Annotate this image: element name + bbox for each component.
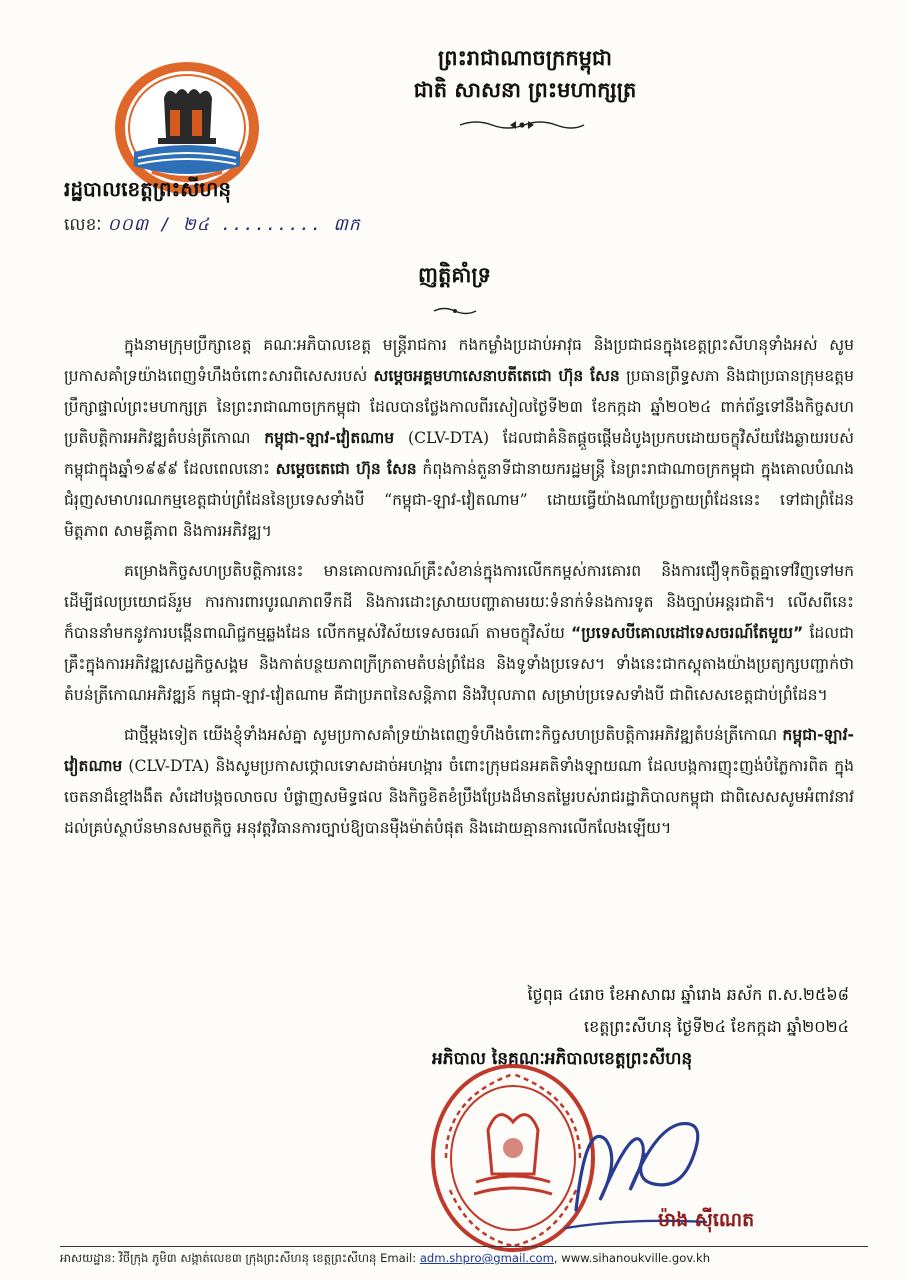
signatory-name: ម៉ាង ស៊ីណេត bbox=[658, 1209, 755, 1231]
document-body bbox=[64, 330, 854, 853]
paragraph-2: គម្រោងកិច្ចសហប្រតិបត្តិការនេះ មានគោលការណ៍គ្រឹះសំខាន់ក្នុងការលើកកម្ពស់ការគោរព និងការជឿទុកចិត្តគ្នាទៅវិញទៅមក ដើម្បីផលប្រយោជន៍រួម ការការពារបូរណភាពទឹកដី និងការដោះស្រាយបញ្ហាតាមរយៈទំនាក់ទំនងការទូត និងច្បាប់អន្តរជាតិ។ លើសពីនេះក៏បាននាំមកនូវការបង្កើនពាណិជ្ជកម្មឆ្លងដែន លើកកម្ពស់វិស័យទេសចរណ៍ តាមចក្ខុវិស័យ “ប្រទេសបីគោលដៅទេសចរណ៍តែមួយ” ដែលជាគ្រឹះក្នុងការអភិវឌ្ឍសេដ្ឋកិច្ចសង្គម និងកាត់បន្ថយភាពក្រីក្រតាមតំបន់ព្រំដែន និងទូទាំងប្រទេស។ ទាំងនេះជាកស្តុតាងយ៉ាងប្រត្យក្សបញ្ជាក់ថា តំបន់ត្រីកោណអភិវឌ្ឍន៍ កម្ពុជា-ឡាវ-វៀតណាម គឺជាប្រភពនៃសន្តិភាព និងវិបុលភាព សម្រាប់ប្រទេសទាំងបី ជាពិសេសខេត្តជាប់ព្រំដែន។ bbox=[64, 562, 854, 704]
lunar-date: ថ្ងៃពុធ ៤រោច ខែអាសាឍ ឆ្នាំរោង ឆស័ក ព.ស.២៥៦៨ bbox=[527, 985, 849, 1004]
paragraph-1: ក្នុងនាមក្រុមប្រឹក្សាខេត្ត គណៈអភិបាលខេត្ត មន្ត្រីរាជការ កងកម្លាំងប្រដាប់អាវុធ និងប្រជាជនក្នុងខេត្តព្រះសីហនុទាំងអស់ សូមប្រកាសគាំទ្រយ៉ាងពេញទំហឹងចំពោះសារពិសេសរបស់ សម្ដេចអគ្គមហាសេនាបតីតេជោ ហ៊ុន សែន ប្រធានព្រឹទ្ធសភា និងជាប្រធានក្រុមឧត្តមប្រឹក្សាផ្ទាល់ព្រះមហាក្សត្រ នៃព្រះរាជាណាចក្រកម្ពុជា ដែលបានថ្លែងកាលពីរសៀលថ្ងៃទី២៣ ខែកក្កដា ឆ្នាំ២០២៤ ពាក់ព័ន្ធទៅនឹងកិច្ចសហប្រតិបត្តិការអភិវឌ្ឍតំបន់ត្រីកោណ កម្ពុជា-ឡាវ-វៀតណាម (CLV-DTA) ដែលជាគំនិតផ្តួចផ្តើមដំបូងប្រកបដោយចក្ខុវិស័យវែងឆ្ងាយរបស់កម្ពុជាក្នុងឆ្នាំ១៩៩៩ ដែលពេលនោះ សម្ដេចតេជោ ហ៊ុន សែន កំពុងកាន់តួនាទីជានាយករដ្ឋមន្ត្រី នៃព្រះរាជាណាចក្រកម្ពុជា ក្នុងគោលបំណងជំរុញសមាហរណកម្មខេត្តជាប់ព្រំដែននៃប្រទេសទាំងបី “កម្ពុជា-ឡាវ-វៀតណាម” ដោយធ្វើយ៉ាងណាប្រែក្លាយព្រំដែននេះ ទៅជាព្រំដែនមិត្តភាព សាមគ្គីភាព និងការអភិវឌ្ឍ។ bbox=[64, 336, 854, 540]
kingdom-name: ព្រះរាជាណាចក្រកម្ពុជា bbox=[437, 46, 612, 70]
footer-email-link[interactable]: adm.shpro@gmail.com bbox=[419, 1251, 554, 1265]
reference-number-line bbox=[64, 214, 361, 239]
footer-address: អាសយដ្ឋាន: វិថីក្រុង ភូមិ៣ សង្កាត់លេខ៣ ក្រុងព្រះសីហនុ ខេត្តព្រះសីហនុ bbox=[60, 1251, 377, 1265]
footer-email-label: Email: bbox=[380, 1251, 417, 1265]
kingdom-header bbox=[360, 42, 690, 106]
footer: អាសយដ្ឋាន: វិថីក្រុង ភូមិ៣ សង្កាត់លេខ៣ ក្រុងព្រះសីហនុ ខេត្តព្រះសីហនុ Email: adm.shpro@gmail.com, www.sihanoukville.gov.kh bbox=[60, 1246, 868, 1268]
reference-label: លេខៈ bbox=[64, 215, 102, 235]
document-title: ញត្តិគាំទ្រ bbox=[418, 263, 491, 287]
national-motto: ជាតិ សាសនា ព្រះមហាក្សត្រ bbox=[413, 78, 637, 102]
footer-website-link[interactable]: www.sihanoukville.gov.kh bbox=[561, 1251, 711, 1265]
motto-ornament-icon bbox=[452, 118, 592, 132]
reference-number: ០០៣ / ២៤ ......... ៣ក bbox=[107, 215, 361, 235]
issuing-authority: រដ្ឋបាលខេត្តព្រះសីហនុ bbox=[64, 177, 232, 201]
paragraph-3: ជាថ្មីម្តងទៀត យើងខ្ញុំទាំងអស់គ្នា សូមប្រកាសគាំទ្រយ៉ាងពេញទំហឹងចំពោះកិច្ចសហប្រតិបត្តិការអភិវឌ្ឍតំបន់ត្រីកោណ កម្ពុជា-ឡាវ-វៀតណាម (CLV-DTA) និងសូមប្រកាសថ្កោលទោសដាច់អហង្ការ ចំពោះក្រុមជនអគតិទាំងឡាយណា ដែលបង្កការញុះញង់បំភ្លៃការពិត ក្នុងចេតនាដ៏ខ្មៅងងឹត សំដៅបង្កចលាចល បំផ្លាញសមិទ្ធផល និងកិច្ចខិតខំប្រឹងប្រែងដ៏មានតម្លៃរបស់រាជរដ្ឋាភិបាលកម្ពុជា ជាពិសេសសូមអំពាវនាវដល់គ្រប់ស្ថាប័នមានសមត្ថកិច្ច អនុវត្តវិធានការច្បាប់ឱ្យបានម៉ឺងម៉ាត់បំផុត និងដោយគ្មានការលើកលែងឡើយ។ bbox=[64, 726, 854, 837]
solar-date: ខេត្តព្រះសីហនុ ថ្ងៃទី២៤ ខែកក្កដា ឆ្នាំ២០២៤ bbox=[584, 1017, 849, 1036]
signatory-title: អភិបាល នៃគណៈអភិបាលខេត្តព្រះសីហនុ bbox=[432, 1049, 693, 1069]
title-ornament-icon bbox=[432, 306, 478, 316]
